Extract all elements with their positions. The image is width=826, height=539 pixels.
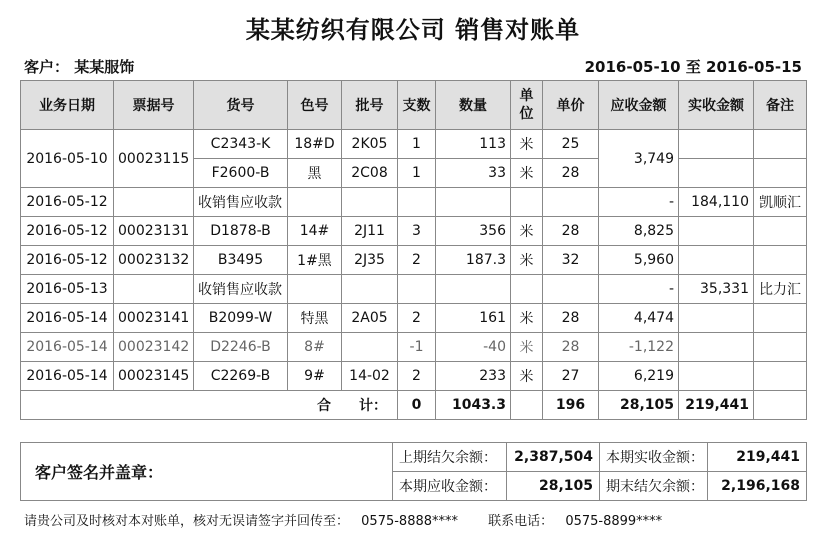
cell-price <box>543 275 599 304</box>
cell-count: 1 <box>398 130 436 159</box>
cell-receivable: - <box>599 188 679 217</box>
cell-qty: 113 <box>436 130 511 159</box>
cell-ticket: 00023145 <box>114 362 194 391</box>
table-header-row <box>21 81 807 130</box>
cell-note <box>754 333 807 362</box>
cell-item: B3495 <box>194 246 288 275</box>
cur-receivable-value: 28,105 <box>507 472 600 501</box>
cell-qty <box>436 275 511 304</box>
total-receivable: 28,105 <box>599 391 679 420</box>
cell-date: 2016-05-12 <box>21 246 114 275</box>
col-header-note: 备注 <box>754 81 807 130</box>
cell-color: 1#黑 <box>288 246 342 275</box>
cell-qty: 161 <box>436 304 511 333</box>
cell-item: F2600-B <box>194 159 288 188</box>
cell-note <box>754 130 807 159</box>
cell-unit: 米 <box>511 246 543 275</box>
cell-note: 比力汇 <box>754 275 807 304</box>
prev-balance-label: 上期结欠余额： <box>393 443 507 472</box>
cell-price: 32 <box>543 246 599 275</box>
cell-color: 特黑 <box>288 304 342 333</box>
customer-name: 某某服饰 <box>74 58 135 76</box>
cell-received <box>679 362 754 391</box>
cell-note <box>754 362 807 391</box>
col-header-unit: 单位 <box>511 81 543 130</box>
cell-received <box>679 159 754 188</box>
cell-unit: 米 <box>511 304 543 333</box>
cell-date: 2016-05-14 <box>21 333 114 362</box>
cell-unit: 米 <box>511 362 543 391</box>
cell-receivable: 4,474 <box>599 304 679 333</box>
cell-item: C2343-K <box>194 130 288 159</box>
total-received: 219,441 <box>679 391 754 420</box>
cell-batch <box>342 333 398 362</box>
table-row <box>21 275 807 304</box>
end-balance-label: 期末结欠余额： <box>600 472 708 501</box>
cell-note <box>754 159 807 188</box>
cell-count <box>398 188 436 217</box>
cell-ticket: 00023132 <box>114 246 194 275</box>
cell-qty <box>436 188 511 217</box>
cell-qty: 233 <box>436 362 511 391</box>
cell-batch <box>342 275 398 304</box>
col-header-receivable: 应收金额 <box>599 81 679 130</box>
cell-qty: 33 <box>436 159 511 188</box>
cell-batch: 2J35 <box>342 246 398 275</box>
cell-received: 184,110 <box>679 188 754 217</box>
cell-unit <box>511 188 543 217</box>
col-header-date: 业务日期 <box>21 81 114 130</box>
total-qty: 1043.3 <box>436 391 511 420</box>
cell-receivable: -1,122 <box>599 333 679 362</box>
cell-price: 28 <box>543 333 599 362</box>
customer-info <box>24 56 134 77</box>
cell-batch: 2C08 <box>342 159 398 188</box>
cell-price: 28 <box>543 217 599 246</box>
cell-receivable: 3,749 <box>599 130 679 188</box>
table-row <box>21 188 807 217</box>
cell-color: 黑 <box>288 159 342 188</box>
summary-table <box>20 442 807 501</box>
cell-ticket: 00023131 <box>114 217 194 246</box>
cell-color <box>288 188 342 217</box>
table-row <box>21 246 807 275</box>
col-header-ticket: 票据号 <box>114 81 194 130</box>
cur-received-label: 本期实收金额： <box>600 443 708 472</box>
cell-qty: 187.3 <box>436 246 511 275</box>
cell-ticket: 00023141 <box>114 304 194 333</box>
cell-received <box>679 130 754 159</box>
cell-price: 28 <box>543 159 599 188</box>
cell-ticket: 00023142 <box>114 333 194 362</box>
cur-received-value: 219,441 <box>708 443 807 472</box>
table-row <box>21 333 807 362</box>
cell-ticket <box>114 275 194 304</box>
cell-count: -1 <box>398 333 436 362</box>
col-header-qty: 数量 <box>436 81 511 130</box>
cell-qty: -40 <box>436 333 511 362</box>
cell-color: 14# <box>288 217 342 246</box>
totals-label: 合 计： <box>21 391 398 420</box>
cell-color <box>288 275 342 304</box>
cell-date: 2016-05-13 <box>21 275 114 304</box>
cell-batch: 2J11 <box>342 217 398 246</box>
col-header-item: 货号 <box>194 81 288 130</box>
prev-balance-value: 2,387,504 <box>507 443 600 472</box>
cell-receivable: 6,219 <box>599 362 679 391</box>
cell-received <box>679 246 754 275</box>
cell-unit: 米 <box>511 159 543 188</box>
cell-note <box>754 391 807 420</box>
cell-date: 2016-05-10 <box>21 130 114 188</box>
cell-item: D2246-B <box>194 333 288 362</box>
period-range <box>585 56 802 77</box>
end-balance-value: 2,196,168 <box>708 472 807 501</box>
cell-ticket <box>114 188 194 217</box>
table-row <box>21 217 807 246</box>
cell-unit: 米 <box>511 217 543 246</box>
period-sep: 至 <box>685 58 701 76</box>
col-header-received: 实收金额 <box>679 81 754 130</box>
cur-receivable-label: 本期应收金额： <box>393 472 507 501</box>
cell-qty: 356 <box>436 217 511 246</box>
cell-color: 9# <box>288 362 342 391</box>
cell-unit: 米 <box>511 130 543 159</box>
cell-received <box>679 333 754 362</box>
cell-received: 35,331 <box>679 275 754 304</box>
table-row <box>21 130 807 159</box>
period-start: 2016-05-10 <box>584 58 681 76</box>
cell-date: 2016-05-14 <box>21 362 114 391</box>
period-end: 2016-05-15 <box>706 58 802 76</box>
cell-receivable: 5,960 <box>599 246 679 275</box>
cell-date: 2016-05-12 <box>21 188 114 217</box>
cell-color: 8# <box>288 333 342 362</box>
footer-contact-label: 联系电话： <box>488 514 554 529</box>
table-row <box>21 304 807 333</box>
cell-count <box>398 275 436 304</box>
footer-fax: 0575-8888**** <box>361 514 459 529</box>
cell-received <box>679 304 754 333</box>
footer-instruction: 请贵公司及时核对本对账单，核对无误请签字并回传至： <box>24 514 350 529</box>
cell-date: 2016-05-12 <box>21 217 114 246</box>
totals-row <box>21 391 807 420</box>
cell-count: 2 <box>398 246 436 275</box>
cell-price: 25 <box>543 130 599 159</box>
cell-price: 27 <box>543 362 599 391</box>
cell-price <box>543 188 599 217</box>
customer-label: 客户： <box>24 58 70 76</box>
cell-count: 2 <box>398 362 436 391</box>
cell-unit: 米 <box>511 333 543 362</box>
col-header-price: 单价 <box>543 81 599 130</box>
col-header-count: 支数 <box>398 81 436 130</box>
cell-batch: 14-02 <box>342 362 398 391</box>
document-title: 某某纺织有限公司 销售对账单 <box>245 16 581 44</box>
statement-table <box>20 80 807 420</box>
cell-date: 2016-05-14 <box>21 304 114 333</box>
cell-unit <box>511 391 543 420</box>
footer-phone: 0575-8899**** <box>565 514 663 529</box>
cell-unit <box>511 275 543 304</box>
cell-batch <box>342 188 398 217</box>
customer-signature-label: 客户签名并盖章： <box>21 443 393 501</box>
total-count: 0 <box>398 391 436 420</box>
footer-note <box>24 510 670 529</box>
cell-item: B2099-W <box>194 304 288 333</box>
table-row <box>21 362 807 391</box>
cell-received <box>679 217 754 246</box>
cell-note: 凯顺汇 <box>754 188 807 217</box>
col-header-color: 色号 <box>288 81 342 130</box>
cell-price: 28 <box>543 304 599 333</box>
cell-batch: 2K05 <box>342 130 398 159</box>
cell-count: 3 <box>398 217 436 246</box>
cell-receivable: 8,825 <box>599 217 679 246</box>
cell-note <box>754 217 807 246</box>
cell-note <box>754 246 807 275</box>
cell-batch: 2A05 <box>342 304 398 333</box>
cell-note <box>754 304 807 333</box>
cell-count: 1 <box>398 159 436 188</box>
cell-item: D1878-B <box>194 217 288 246</box>
cell-item: 收销售应收款 <box>194 275 288 304</box>
cell-color: 18#D <box>288 130 342 159</box>
cell-ticket: 00023115 <box>114 130 194 188</box>
col-header-batch: 批号 <box>342 81 398 130</box>
cell-item: 收销售应收款 <box>194 188 288 217</box>
cell-item: C2269-B <box>194 362 288 391</box>
summary-row <box>21 443 807 472</box>
cell-count: 2 <box>398 304 436 333</box>
total-price: 196 <box>543 391 599 420</box>
cell-receivable: - <box>599 275 679 304</box>
